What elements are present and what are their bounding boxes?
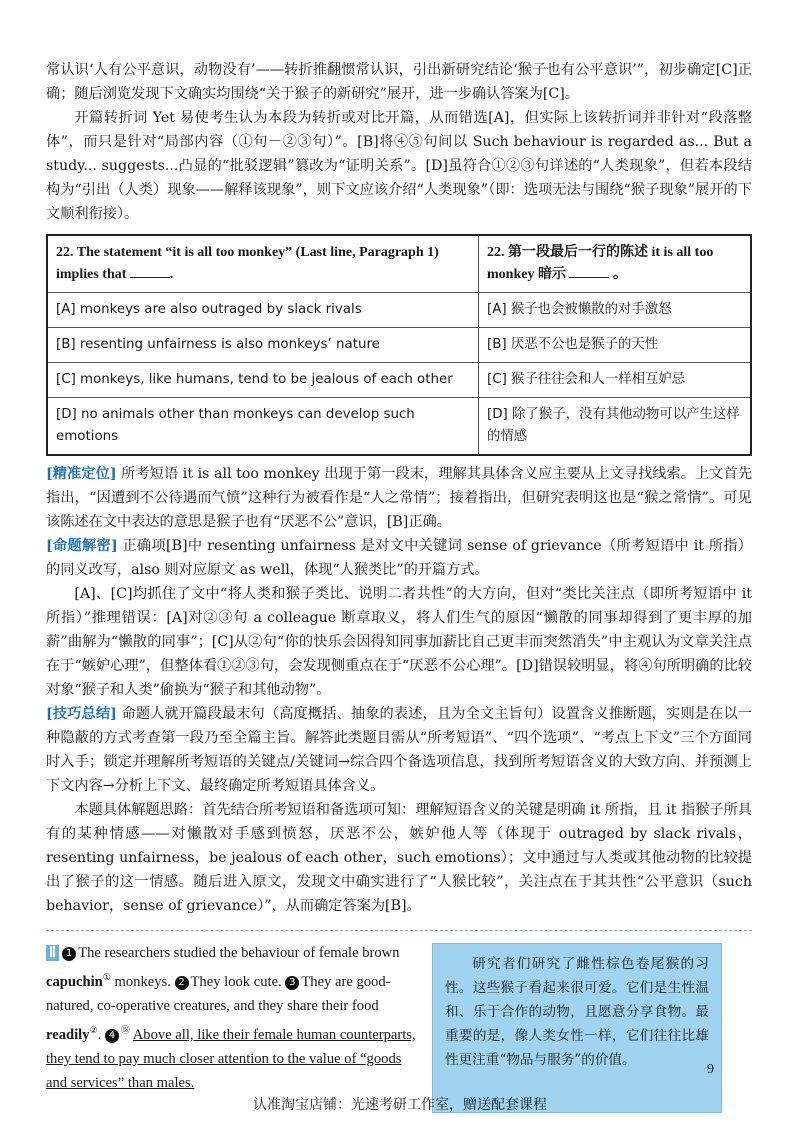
question-en-head: 22. The statement “it is all too monkey” (Last line, Paragraph 1) implies that . bbox=[47, 235, 479, 293]
sentence-number: 1 bbox=[62, 947, 76, 961]
analysis-approach: 本题具体解题思路：首先结合所考短语和备选项可知：理解短语含义的关键是明确 it 所指，且 it 指猴子所具有的某种情感——对懒散对手感到愤怒，厌恶不公，嫉妒他人等（体现于 outraged by slack rivals，resenting unfairness，be jealous of each other，such emotions）；文中通过与人类或其他动物的比较提出了猴子的这一情感。随后进入原文，发现文中确实进行了“人猴比较”，关注点在于其共性“公平意识（such behavior，sense of grievance）”，从而确定答案为[B]。 bbox=[46, 802, 752, 914]
passage-english: Ⅱ 1 The researchers studied the behaviour of female brown capuchin① monkeys. 2 They look cute. 3 They are good-natured, co-operative creatures, and they share their food readily②. 4 ⑱ Above all, like their female human counterparts, they tend to pay much closer attention to the value of “goods and services” than males. bbox=[46, 945, 416, 1091]
option-en: [B] resenting unfairness is also monkeys’ nature bbox=[47, 328, 479, 363]
paragraph-number: Ⅱ bbox=[46, 945, 59, 961]
question-table bbox=[46, 234, 752, 456]
vocab-word: capuchin bbox=[46, 973, 103, 990]
section-tag: [精准定位] bbox=[46, 466, 117, 482]
option-en: [C] monkeys, like humans, tend to be jealous of each other bbox=[47, 363, 479, 398]
option-zh: [A] 猴子也会被懒散的对手激怒 bbox=[479, 293, 752, 328]
analysis-skills: [技巧总结] 命题人就开篇段最末句（高度概括、抽象的表述，且为全文主旨句）设置含义推断题，实则是在以一种隐蔽的方式考查第一段乃至全篇主旨。解答此类题目需从“所考短语”、“四个选项”、“考点上下文”三个方面同时入手；锁定并理解所考短语的关键点/关键词→综合四个备选项信息，找到所考短语含义的大致方向、并预测上下文内容→分析上下文、最终确定所考短语具体含义。 bbox=[46, 706, 752, 794]
sentence-number: 2 bbox=[175, 976, 189, 990]
page-number: 9 bbox=[707, 1062, 714, 1077]
passage-translation: 研究者们研究了雌性棕色卷尾猴的习性。这些猴子看起来很可爱。它们是生性温和、乐于合作的动物，且愿意分享食物。最重要的是，像人类女性一样，它们往往比雄性更注重“物品与服务”的价值。 bbox=[432, 943, 722, 1113]
analysis-locate: [精准定位] 所考短语 it is all too monkey 出现于第一段末，理解其具体含义应主要从上文寻找线索。上文首先指出，“因遭到不公待遇而气愤”这种行为被看作是“人之常情”；接着指出，但研究表明这也是“猴之常情”。可见该陈述在文中表达的意思是猴子也有“厌恶不公”意识，[B]正确。 bbox=[46, 466, 753, 530]
option-row-c bbox=[47, 363, 751, 398]
analysis-decode: [命题解密] 正确项[B]中 resenting unfairness 是对文中关键词 sense of grievance（所考短语中 it 所指）的同义改写，also 则对应原文 as well，体现“人猴类比”的开篇方式。 bbox=[46, 538, 752, 578]
intro-paragraph-2: 开篇转折词 Yet 易使考生认为本段为转折或对比开篇，从而错选[A]，但实际上该转折词并非针对“段落整体”，而只是针对“局部内容（①句－②③句）”。[B]将④⑤句间以 Such behaviour is regarded as... But a study... suggests...凸显的“批驳逻辑”篡改为“证明关系”。[D]虽符合①②③句详述的“人类现象”，但若本段结构为“引出（人类）现象——解释该现象”，则下文应该介绍“人类现象”（即：选项无法与围绕“猴子现象”展开的下文顺利衔接）。 bbox=[46, 110, 752, 222]
option-en: [D] no animals other than monkeys can develop such emotions bbox=[47, 398, 479, 456]
option-zh: [C] 猴子往往会和人一样相互妒忌 bbox=[479, 363, 752, 398]
answer-blank-zh bbox=[569, 265, 609, 278]
analysis-distractors: [A]、[C]均抓住了文中“将人类和猴子类比、说明二者共性”的大方向，但对“类比关注点（即所考短语中 it 所指）”推理错误：[A]对②③句 a colleague 断章取义，将人们生气的原因“懒散的同事却得到了更丰厚的加薪”曲解为“懒散的同事”；[C]从②句“你的快乐会因得知同事加薪比自己更丰而突然消失”中主观认为文章关注点在于“嫉妒心理”，但整体看①②③句，会发现侧重点在于“厌恶不公心理”。[D]错误较明显，将④句所明确的比较对象“猴子和人类”偷换为“猴子和其他动物”。 bbox=[46, 586, 752, 698]
footer-note: 认准淘宝店铺：光速考研工作室，赠送配套课程 bbox=[253, 1097, 547, 1113]
section-tag: [技巧总结] bbox=[46, 706, 117, 722]
option-row-d bbox=[47, 398, 751, 456]
option-zh: [B] 厌恶不公也是猴子的天性 bbox=[479, 328, 752, 363]
intro-paragraph-1: 常认识‘人有公平意识，动物没有’——转折推翻惯常认识，引出新研究结论‘猴子也有公平意识’”，初步确定[C]正确；随后浏览发现下文确实均围绕“关于猴子的新研究”展开，进一步确认答案为[C]。 bbox=[46, 62, 752, 102]
option-zh: [D] 除了猴子，没有其他动物可以产生这样的情感 bbox=[479, 398, 752, 456]
sentence-number: 4 bbox=[105, 1029, 119, 1043]
question-head-row bbox=[47, 235, 751, 293]
key-sentence: Above all, like their female human counterparts, they tend to pay much closer attention to the value of “goods and services” than males. bbox=[46, 1026, 416, 1091]
question-zh-head: 22. 第一段最后一行的陈述 it is all too monkey 暗示 。 bbox=[479, 235, 752, 293]
divider bbox=[46, 930, 752, 931]
answer-blank bbox=[130, 265, 170, 278]
vocab-word: readily bbox=[46, 1026, 90, 1043]
section-tag: [命题解密] bbox=[46, 538, 118, 554]
option-row-b bbox=[47, 328, 751, 363]
page-body bbox=[46, 58, 752, 1131]
option-en: [A] monkeys are also outraged by slack rivals bbox=[47, 293, 479, 328]
sentence-number: 3 bbox=[285, 976, 299, 990]
option-row-a bbox=[47, 293, 751, 328]
